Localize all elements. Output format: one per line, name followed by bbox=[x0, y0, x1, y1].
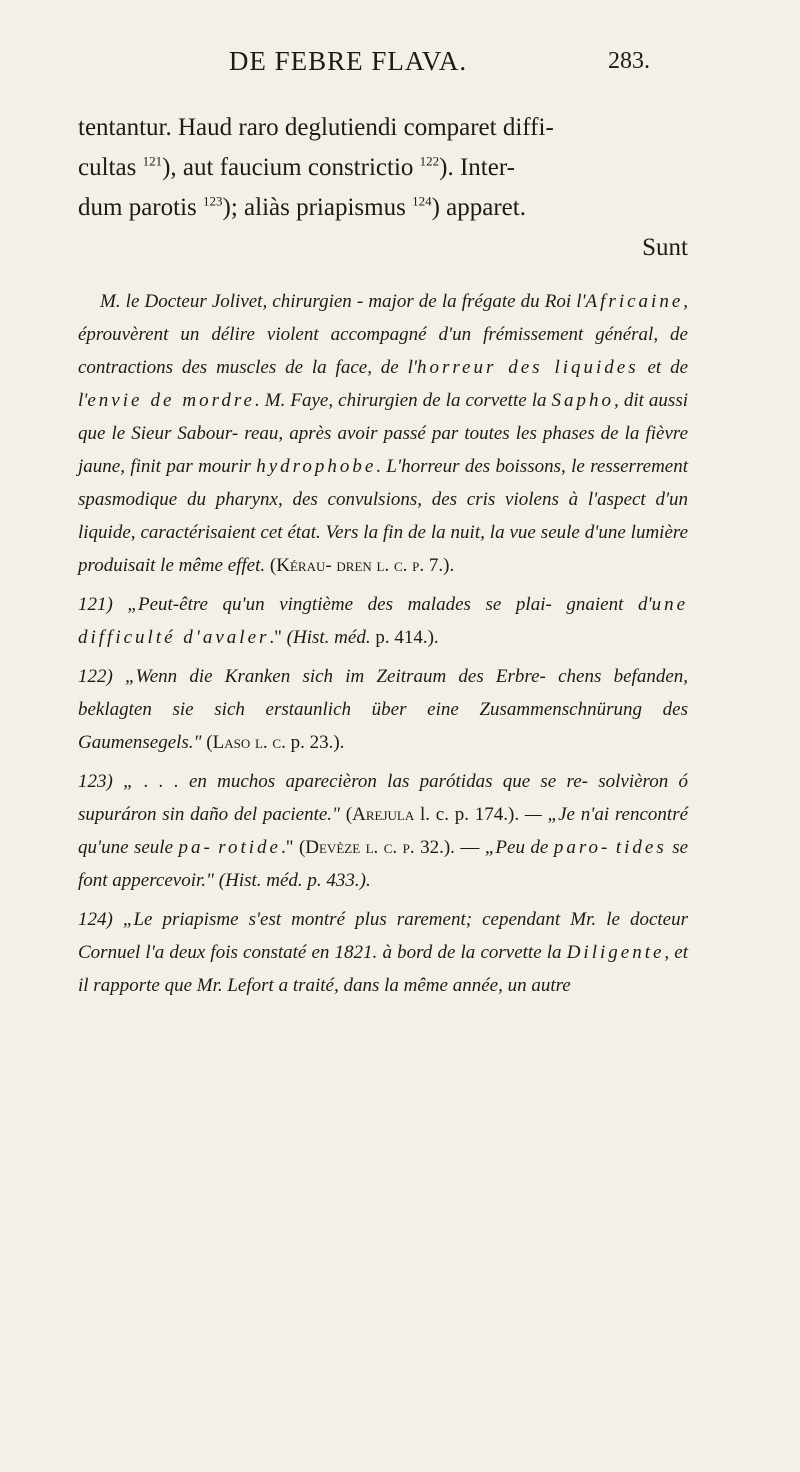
footnote-123: 123) „ . . . en muchos aparecièron las parótidas que se re- solvièron ó supuráron sin daño del paciente." (Arejula l. c. p. 174.). — „Je n'ai rencontré qu'une seule pa- rotide." (Devèze l. c. p. 32.). — „Peu de paro- tides se font appercevoir." (Hist. méd. p. 433.). bbox=[78, 771, 689, 891]
footnotes bbox=[78, 285, 688, 1008]
footnote-ref: 123 bbox=[203, 193, 223, 209]
main-text bbox=[78, 108, 688, 268]
text-line: dum parotis $^{123}$); aliàs priapismus $^{124}$) apparet. bbox=[78, 193, 526, 221]
page-number: 283. bbox=[608, 48, 650, 74]
page-header bbox=[0, 46, 800, 86]
footnote-continuation: M. le Docteur Jolivet, chirurgien - major de la frégate du Roi l'Africaine, éprouvèrent un délire violent accompagné d'un frémissement général, de contractions des muscles de la face, de l'horreur des liquides et de l'envie de mordre. M. Faye, chirurgien de la corvette la Sapho, dit aussi que le Sieur Sabour- reau, après avoir passé par toutes les phases de la fièvre jaune, finit par mourir hydrophobe. L'horreur des boissons, le resserrement spasmodique du pharynx, des convulsions, des cris violens à l'aspect d'un liquide, caractérisaient cet état. Vers la fin de la nuit, la vue seule d'une lumière produisait le même effet. (Kérau- dren l. c. p. 7.). bbox=[78, 291, 689, 576]
text-line: cultas $^{121}$), aut faucium constrictio $^{122}$). Inter- bbox=[78, 153, 515, 181]
text-line: tentantur. Haud raro deglutiendi comparet diffi- bbox=[78, 114, 554, 141]
footnote-122: 122) „Wenn die Kranken sich im Zeitraum des Erbre- chens befanden, beklagten sie sich erstaunlich über eine Zusammenschnürung des Gaumensegels." (Laso l. c. p. 23.). bbox=[78, 666, 689, 753]
catchword: Sunt bbox=[642, 234, 688, 261]
footnote-ref: 124 bbox=[412, 193, 432, 209]
footnote-ref: 122 bbox=[419, 153, 440, 169]
footnote-124: 124) „Le priapisme s'est montré plus rarement; cependant Mr. le docteur Cornuel l'a deux fois constaté en 1821. à bord de la corvette la Diligente, et il rapporte que Mr. Lefort a traité, dans la même année, un autre bbox=[78, 909, 689, 996]
footnote-121: 121) „Peut-être qu'un vingtième des malades se plai- gnaient d'une difficulté d'avaler." (Hist. méd. p. 414.). bbox=[78, 594, 688, 648]
footnote-ref: 121 bbox=[142, 153, 163, 169]
running-head: DE FEBRE FLAVA. bbox=[228, 46, 468, 76]
